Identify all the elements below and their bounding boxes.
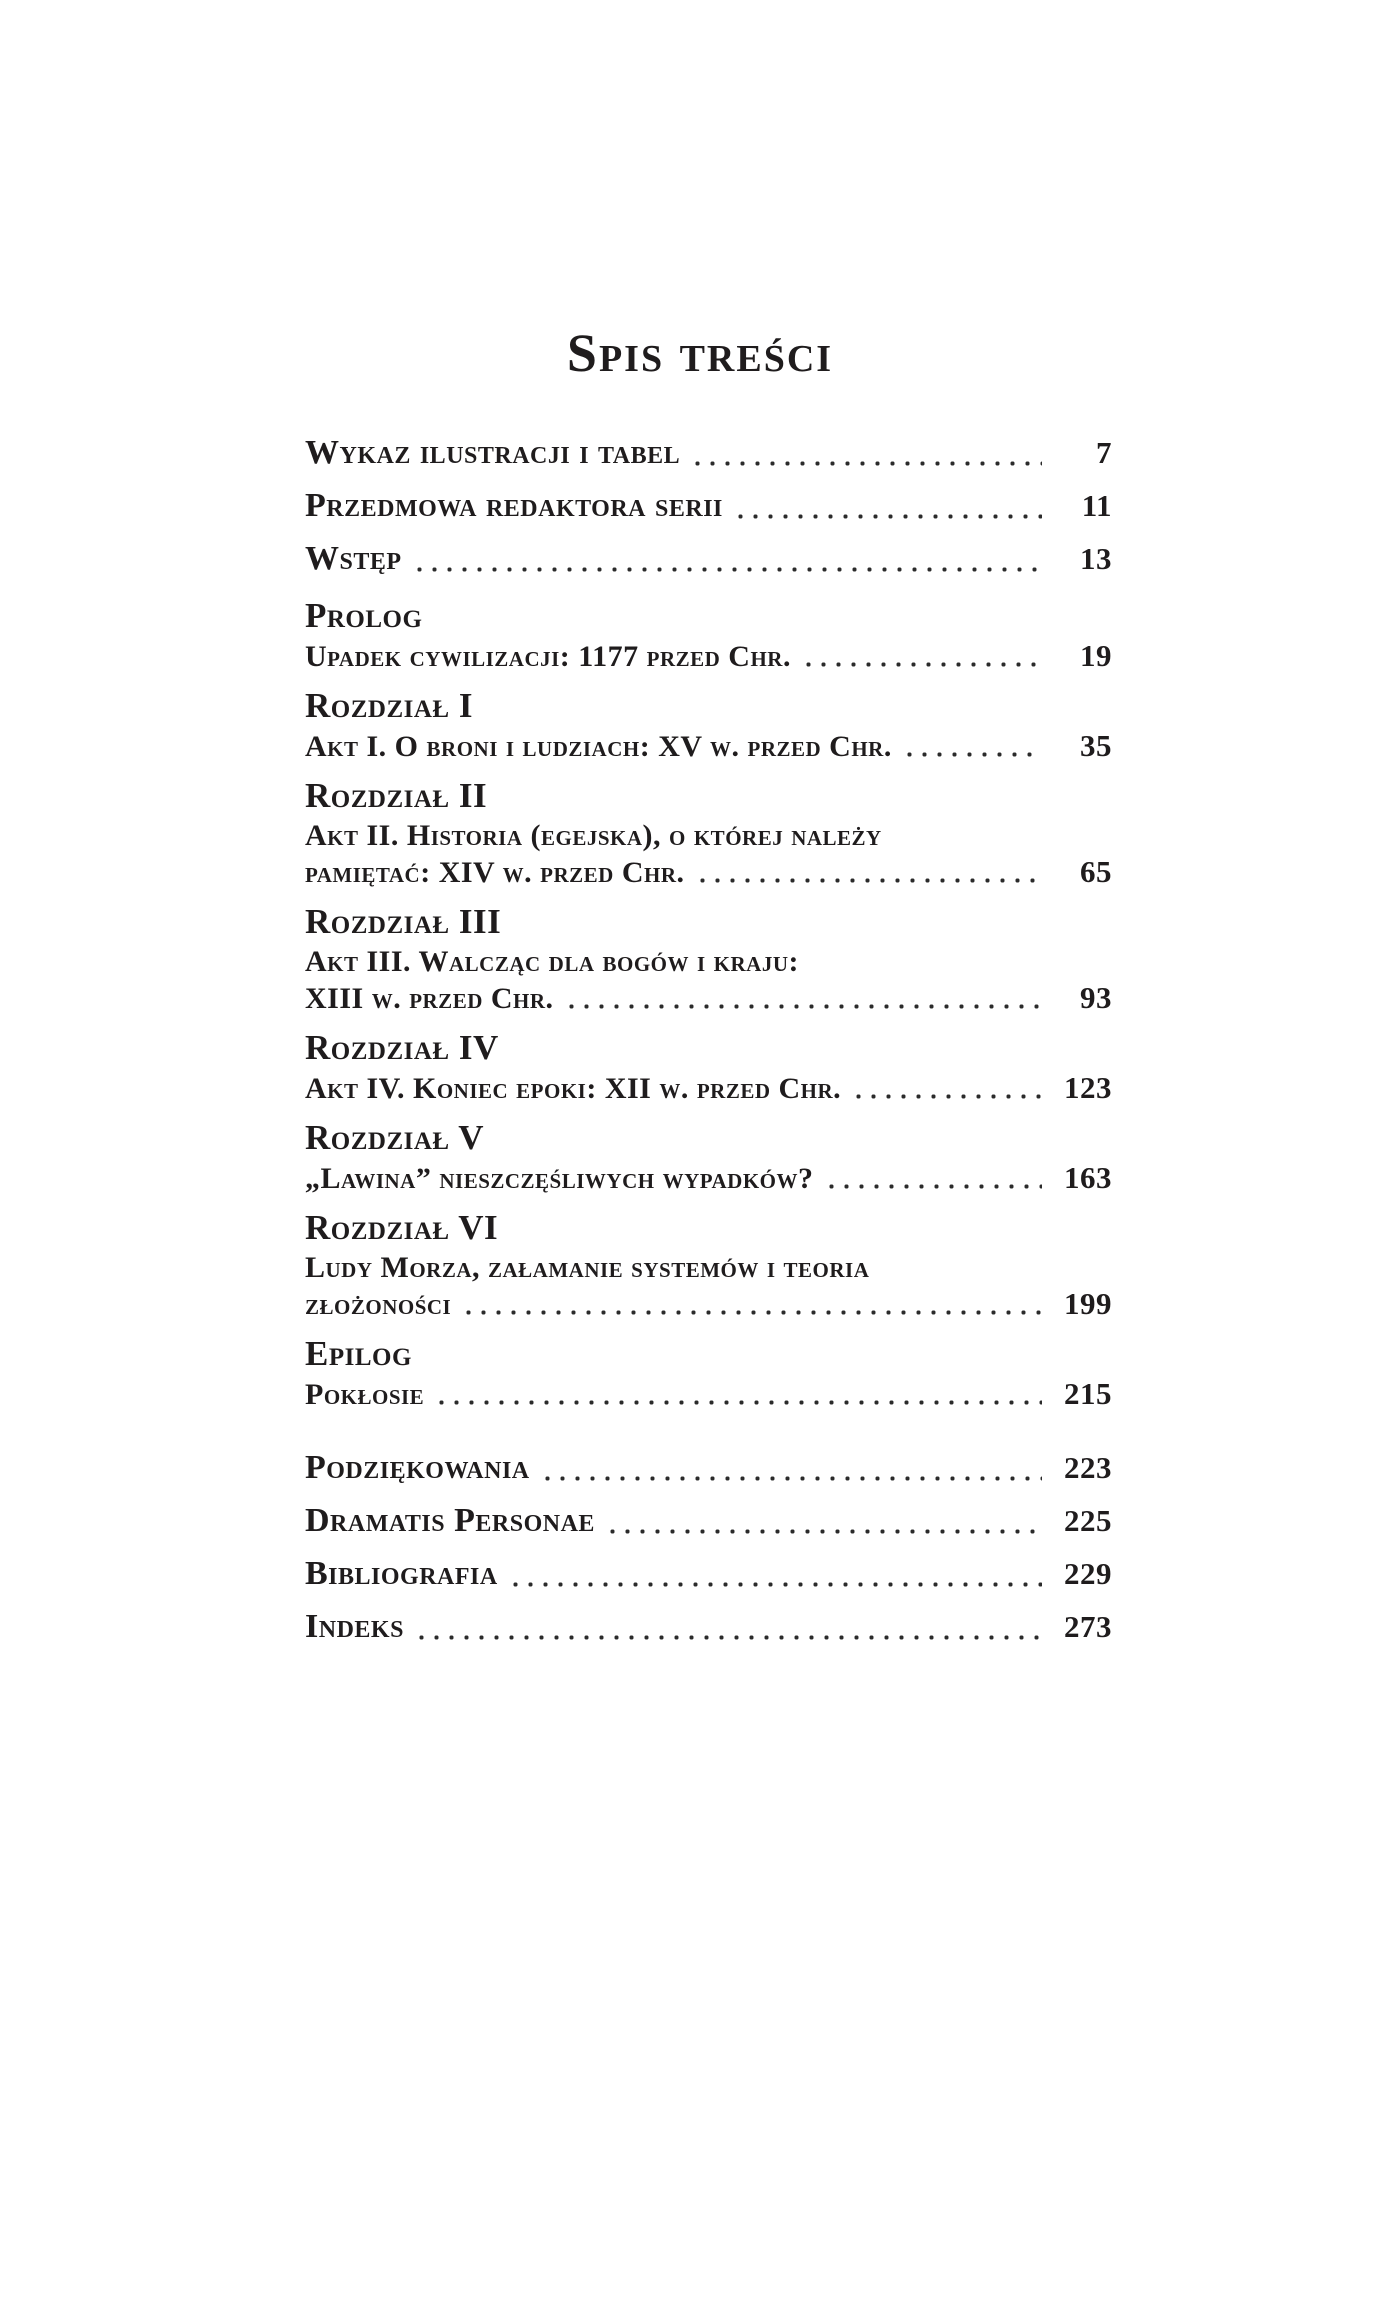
dot-leader — [434, 1376, 1042, 1413]
toc-chapter-rozdzial-4 — [305, 1025, 1112, 1107]
chapter-subtitle-line-2: złożoności — [305, 1288, 452, 1321]
toc-entry-label: Przedmowa redaktora serii — [305, 487, 723, 524]
chapter-subtitle-row — [305, 1286, 1112, 1323]
toc-entry-label: Podziękowania — [305, 1449, 530, 1486]
dot-leader — [564, 980, 1042, 1017]
chapter-heading: Rozdział II — [305, 776, 488, 815]
toc-chapter-rozdzial-2 — [305, 773, 1112, 891]
chapter-heading: Rozdział III — [305, 902, 502, 941]
toc-entry-label: Wstęp — [305, 540, 402, 577]
toc-entry-page-number: 13 — [1080, 541, 1112, 576]
toc-entry-podziekowania — [305, 1441, 1112, 1494]
chapter-heading: Prolog — [305, 596, 423, 635]
chapter-subtitle: Upadek cywilizacji: 1177 przed Chr. — [305, 640, 791, 673]
toc-entry-page-number: 223 — [1064, 1450, 1112, 1485]
dot-leader — [412, 532, 1042, 585]
dot-leader — [733, 479, 1042, 532]
toc-entry-bibliografia — [305, 1547, 1112, 1600]
chapter-subtitle: Akt IV. Koniec epoki: XII w. przed Chr. — [305, 1072, 842, 1105]
chapter-subtitle-row — [305, 818, 1112, 854]
toc-entry-page-number: 215 — [1064, 1376, 1112, 1411]
chapter-heading: Rozdział VI — [305, 1208, 499, 1247]
chapter-subtitle-row — [305, 854, 1112, 891]
toc-entry-page-number: 163 — [1064, 1160, 1112, 1195]
chapter-subtitle-row — [305, 728, 1112, 765]
toc-chapter-prolog — [305, 593, 1112, 675]
chapter-subtitle-row — [305, 944, 1112, 980]
dot-leader — [414, 1600, 1042, 1653]
dot-leader — [461, 1286, 1042, 1323]
toc-entry-label: Indeks — [305, 1608, 404, 1645]
chapter-subtitle-line-2: XIII w. przed Chr. — [305, 982, 554, 1015]
chapter-subtitle-row — [305, 1070, 1112, 1107]
toc-entry-label: Bibliografia — [305, 1555, 498, 1592]
chapter-heading: Rozdział IV — [305, 1028, 499, 1067]
toc-entry-page-number: 199 — [1064, 1286, 1112, 1321]
toc-entry-page-number: 93 — [1080, 980, 1112, 1015]
chapter-subtitle: Pokłosie — [305, 1378, 425, 1411]
dot-leader — [508, 1547, 1042, 1600]
toc-chapter-rozdzial-5 — [305, 1115, 1112, 1197]
chapter-subtitle-line-2: pamiętać: XIV w. przed Chr. — [305, 856, 685, 889]
toc-entry-label: Dramatis Personae — [305, 1502, 595, 1539]
dot-leader — [851, 1070, 1042, 1107]
toc-entry-page-number: 229 — [1064, 1556, 1112, 1591]
toc-entry-wstep — [305, 532, 1112, 585]
toc-entry-page-number: 123 — [1064, 1070, 1112, 1105]
toc-chapter-epilog — [305, 1331, 1112, 1413]
dot-leader — [695, 854, 1042, 891]
chapter-heading: Rozdział I — [305, 686, 473, 725]
toc-chapter-rozdzial-1 — [305, 683, 1112, 765]
toc-entry-page-number: 65 — [1080, 854, 1112, 889]
toc-chapter-rozdzial-6 — [305, 1205, 1112, 1323]
toc-entry-page-number: 7 — [1096, 435, 1112, 470]
table-of-contents — [0, 426, 1400, 1653]
chapter-subtitle-line-1: Akt II. Historia (egejska), o której należy — [305, 819, 882, 852]
toc-entry-wykaz-ilustracji — [305, 426, 1112, 479]
toc-entry-page-number: 11 — [1081, 488, 1112, 523]
toc-chapter-rozdzial-3 — [305, 899, 1112, 1017]
chapter-subtitle: Akt I. O broni i ludziach: XV w. przed Chr. — [305, 730, 892, 763]
dot-leader — [902, 728, 1042, 765]
chapter-subtitle-line-1: Akt III. Walcząc dla bogów i kraju: — [305, 945, 800, 978]
chapter-heading: Rozdział V — [305, 1118, 484, 1157]
chapter-subtitle-row — [305, 1376, 1112, 1413]
page-title: Spis treści — [566, 323, 834, 383]
chapter-subtitle-row — [305, 1160, 1112, 1197]
chapter-subtitle-row — [305, 638, 1112, 675]
dot-leader — [824, 1160, 1042, 1197]
toc-entry-przedmowa — [305, 479, 1112, 532]
toc-entry-page-number: 225 — [1064, 1503, 1112, 1538]
toc-entry-label: Wykaz ilustracji i tabel — [305, 434, 681, 471]
chapter-subtitle: „Lawina” nieszczęśliwych wypadków? — [305, 1162, 814, 1195]
toc-entry-page-number: 19 — [1080, 638, 1112, 673]
toc-entry-page-number: 273 — [1064, 1609, 1112, 1644]
chapter-subtitle-line-1: Ludy Morza, załamanie systemów i teoria — [305, 1251, 870, 1284]
dot-leader — [801, 638, 1042, 675]
chapter-subtitle-row — [305, 1250, 1112, 1286]
chapter-subtitle-row — [305, 980, 1112, 1017]
chapter-heading: Epilog — [305, 1334, 412, 1373]
toc-entry-indeks — [305, 1600, 1112, 1653]
dot-leader — [540, 1441, 1042, 1494]
dot-leader — [690, 426, 1042, 479]
toc-entry-page-number: 35 — [1080, 728, 1112, 763]
dot-leader — [605, 1494, 1042, 1547]
toc-entry-dramatis-personae — [305, 1494, 1112, 1547]
